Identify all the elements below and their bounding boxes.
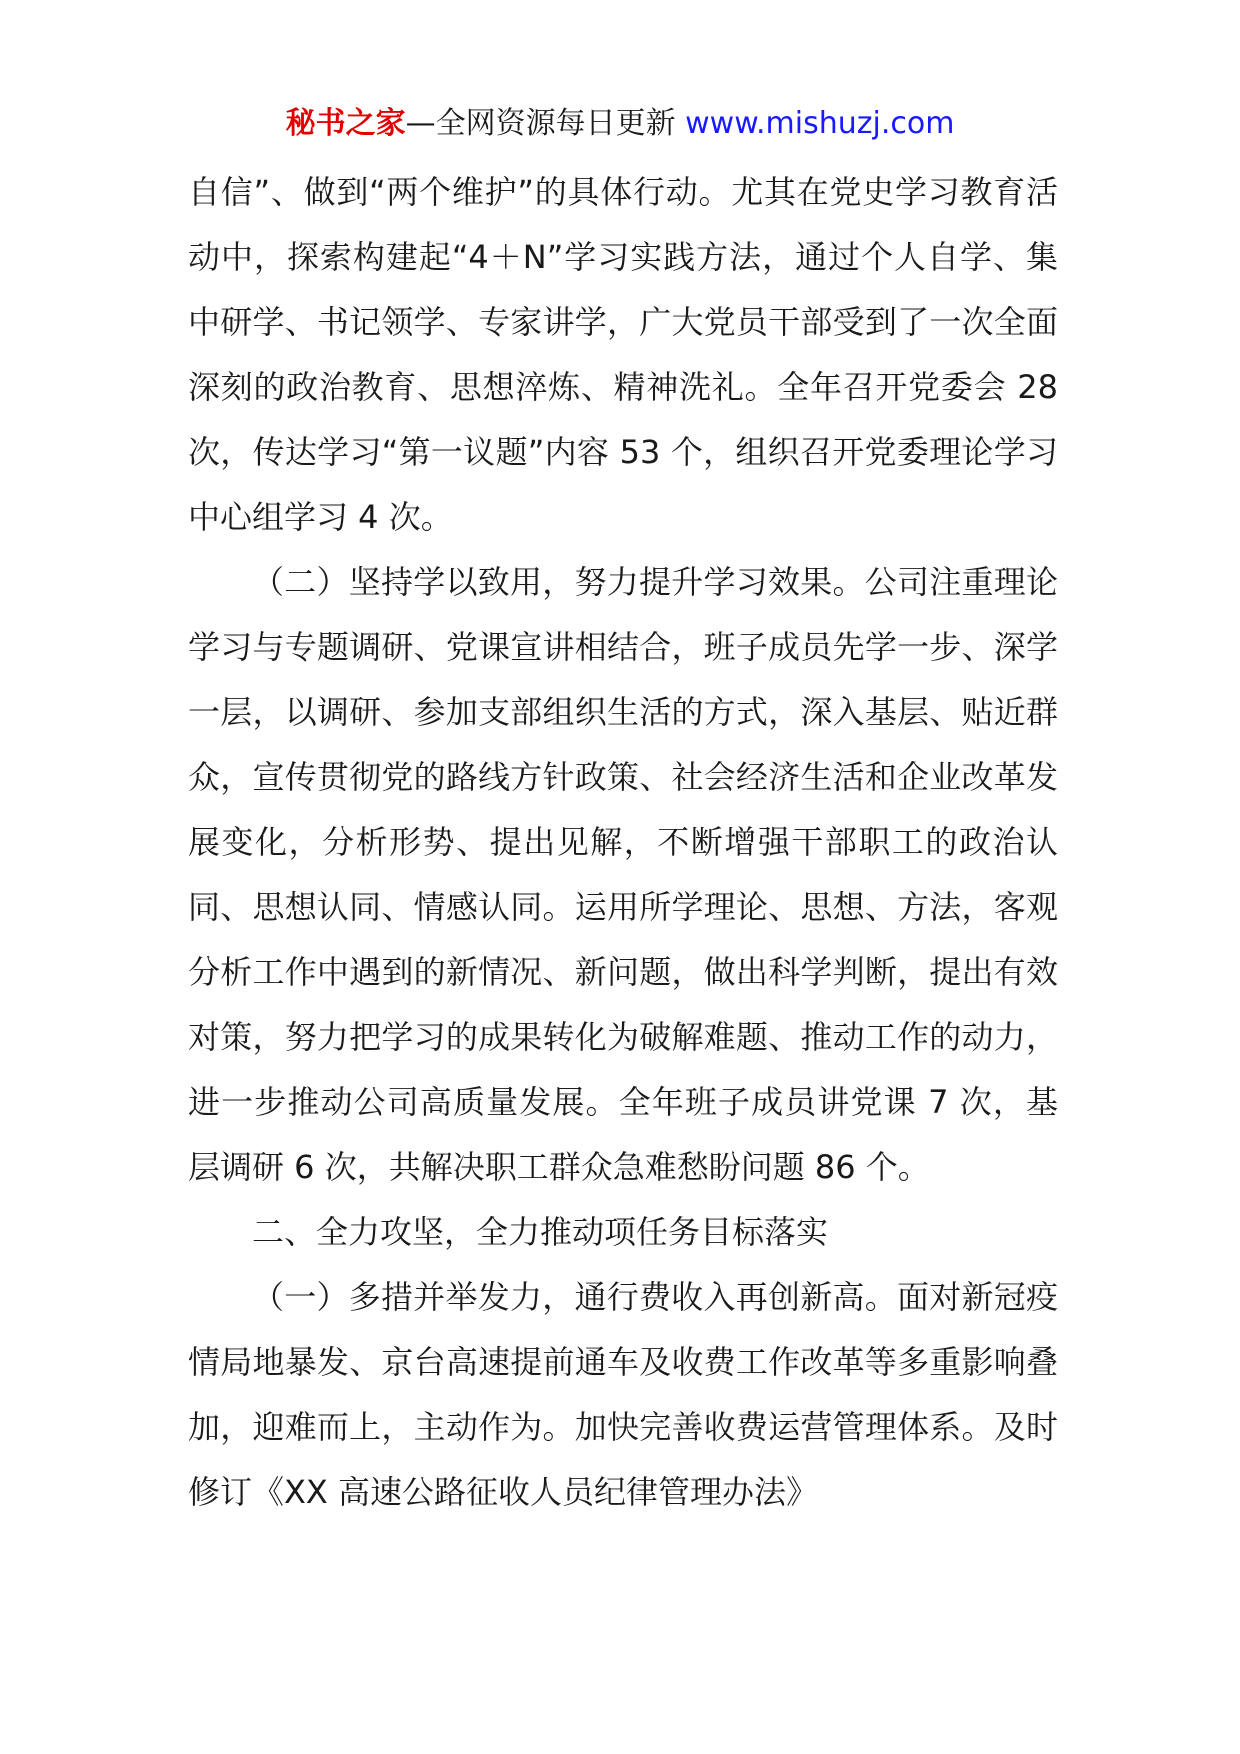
paragraph-section-2: （二）坚持学以致用，努力提升学习效果。公司注重理论学习与专题调研、党课宣讲相结合，班子成员先学一步、深学一层，以调研、参加支部组织生活的方式，深入基层、贴近群众，宣传贯彻党的路线方针政策、社会经济生活和企业改革发展变化，分析形势、提出见解，不断增强干部职工的政治认同、思想认同、情感认同。运用所学理论、思想、方法，客观分析工作中遇到的新情况、新问题，做出科学判断，提出有效对策，努力把学习的成果转化为破解难题、推动工作的动力，进一步推动公司高质量发展。全年班子成员讲党课 7 次，基层调研 6 次，共解决职工群众急难愁盼问题 86 个。 [188, 563, 1058, 1186]
section-heading-2: 二、全力攻坚，全力推动项任务目标落实 [252, 1213, 829, 1251]
paragraph-section-2-1: （一）多措并举发力，通行费收入再创新高。面对新冠疫情局地暴发、京台高速提前通车及收费工作改革等多重影响叠加，迎难而上，主动作为。加快完善收费运营管理体系。及时修订《XX 高速公路征收人员纪律管理办法》 [188, 1278, 1058, 1511]
page-header [0, 104, 1240, 144]
document-body [188, 160, 1058, 1525]
header-url: www.mishuzj.com [685, 106, 955, 141]
paragraph-continuation: 自信”、做到“两个维护”的具体行动。尤其在党史学习教育活动中，探索构建起“4＋N”学习实践方法，通过个人自学、集中研学、书记领学、专家讲学，广大党员干部受到了一次全面深刻的政治教育、思想淬炼、精神洗礼。全年召开党委会 28 次，传达学习“第一议题”内容 53 个，组织召开党委理论学习中心组学习 4 次。 [188, 173, 1058, 536]
header-tagline: —全网资源每日更新 [405, 106, 686, 141]
header-brand: 秘书之家 [285, 106, 406, 141]
